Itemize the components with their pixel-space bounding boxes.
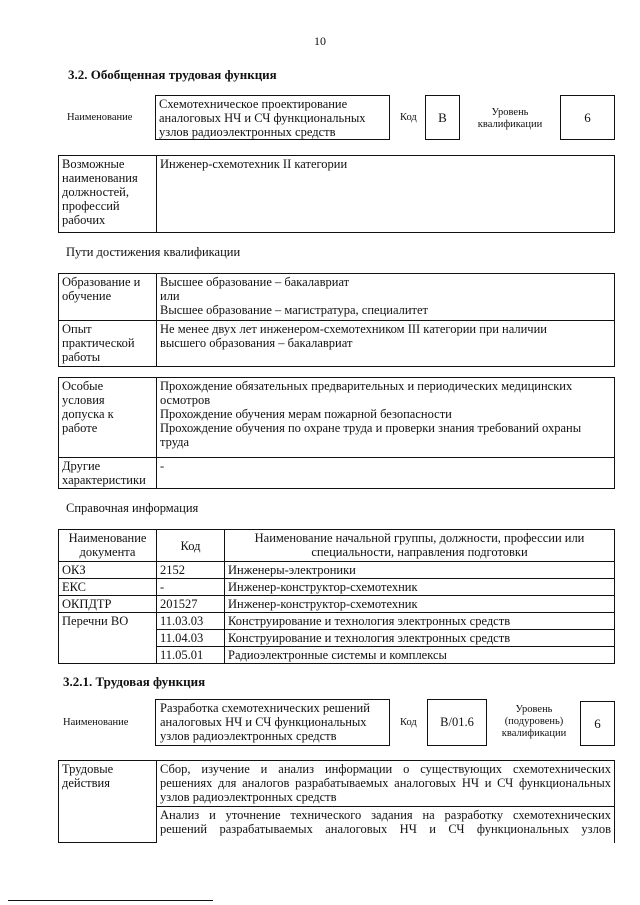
ref-row-code: 11.03.03 — [157, 613, 225, 630]
condition-line: труда — [160, 435, 190, 449]
ref-row-name: Конструирование и технология электронных средств — [225, 613, 615, 630]
label-line: профессий — [62, 199, 120, 213]
experience-line: Не менее двух лет инженером-схемотехником III категории при наличии — [160, 322, 547, 336]
education-table — [58, 273, 615, 367]
ref-row-name: Радиоэлектронные системы и комплексы — [225, 647, 615, 664]
footnote-rule — [8, 900, 213, 901]
code-label: Код — [400, 112, 417, 123]
name-label: Наименование — [67, 112, 133, 123]
labor-actions-label — [59, 761, 157, 843]
level-label-line: (подуровень) — [504, 716, 564, 727]
label-line: работе — [62, 421, 98, 435]
level-label-line: Уровень — [515, 704, 553, 715]
positions-value: Инженер-схемотехник II категории — [157, 156, 615, 233]
condition-line: осмотров — [160, 393, 211, 407]
ref-row-document: Перечни ВО — [59, 613, 157, 664]
labor-function-name-line: Разработка схемотехнических решений — [160, 701, 370, 715]
level-label — [495, 704, 573, 740]
ref-row-name: Инженеры-электроники — [225, 562, 615, 579]
function-code: B — [425, 95, 460, 140]
labor-function-name-line: аналоговых НЧ и СЧ функциональных — [160, 715, 367, 729]
name-label: Наименование — [63, 717, 129, 728]
positions-label — [59, 156, 157, 233]
labor-action-1 — [157, 761, 615, 807]
labor-qualification-level: 6 — [580, 701, 615, 746]
label-line: Трудовые — [62, 762, 114, 776]
ref-header-code: Код — [157, 530, 225, 562]
ref-row-name: Инженер-конструктор-схемотехник — [225, 579, 615, 596]
education-line: Высшее образование – бакалавриат — [160, 275, 350, 289]
education-line: Высшее образование – магистратура, специалитет — [160, 303, 429, 317]
ref-row-document: ОКПДТР — [59, 596, 157, 613]
ref-row-name: Конструирование и технология электронных средств — [225, 630, 615, 647]
label-line: допуска к — [62, 407, 114, 421]
header-line: специальности, направления подготовки — [311, 545, 528, 559]
other-characteristics-value: - — [157, 458, 615, 489]
function-name-line: узлов радиоэлектронных средств — [159, 125, 336, 139]
condition-line: Прохождение обучения по охране труда и проверки знания требований охраны — [160, 421, 582, 435]
function-name-line: Схемотехническое проектирование — [159, 97, 348, 111]
condition-line: Прохождение обучения мерам пожарной безопасности — [160, 407, 452, 421]
label-line: Другие — [62, 459, 101, 473]
label-line: должностей, — [62, 185, 129, 199]
generalized-function-heading: 3.2. Обобщенная трудовая функция — [68, 67, 277, 82]
reference-table — [58, 529, 615, 664]
ref-row-code: - — [157, 579, 225, 596]
ref-header-name — [225, 530, 615, 562]
education-line: или — [160, 289, 180, 303]
special-conditions-value — [157, 378, 615, 458]
action-line: Сбор, изучение и анализ информации о существующих схемотехнических — [160, 762, 611, 776]
header-line: документа — [79, 545, 136, 559]
experience-line: высшего образования – бакалавриат — [160, 336, 353, 350]
label-line: характеристики — [62, 473, 146, 487]
experience-label — [59, 321, 157, 367]
action-line: решений разрабатываемых аналоговых НЧ и СЧ функциональных узлов — [160, 822, 611, 836]
level-label-line: квалификации — [501, 728, 567, 739]
ref-row-name: Инженер-конструктор-схемотехник — [225, 596, 615, 613]
level-label-line: квалификации — [477, 119, 543, 130]
labor-actions-table — [58, 760, 615, 843]
label-line: действия — [62, 776, 110, 790]
header-line: Наименование начальной группы, должности, профессии или — [254, 531, 585, 545]
conditions-table — [58, 377, 615, 489]
labor-function-name-box — [155, 699, 390, 746]
label-line: работы — [62, 350, 101, 364]
labor-function-heading: 3.2.1. Трудовая функция — [63, 674, 206, 689]
labor-action-2 — [157, 807, 615, 843]
label-line: практической — [62, 336, 135, 350]
ref-row-document: ОКЗ — [59, 562, 157, 579]
experience-value — [157, 321, 615, 367]
action-line: узлов радиоэлектронных средств — [160, 790, 337, 804]
label-line: Образование и — [62, 275, 141, 289]
labor-function-name-line: узлов радиоэлектронных средств — [160, 729, 337, 743]
education-value — [157, 274, 615, 321]
special-conditions-label — [59, 378, 157, 458]
other-characteristics-label — [59, 458, 157, 489]
education-label — [59, 274, 157, 321]
page-number: 10 — [314, 34, 326, 48]
label-line: Опыт — [62, 322, 92, 336]
paths-heading: Пути достижения квалификации — [66, 245, 241, 259]
function-name-box — [155, 95, 390, 140]
label-line: Особые — [62, 379, 104, 393]
qualification-level: 6 — [560, 95, 615, 140]
level-label — [465, 107, 555, 131]
label-line: Возможные — [62, 157, 125, 171]
label-line: условия — [62, 393, 105, 407]
ref-row-document: ЕКС — [59, 579, 157, 596]
label-line: рабочих — [62, 213, 106, 227]
condition-line: Прохождение обязательных предварительных и периодических медицинских — [160, 379, 573, 393]
label-line: обучение — [62, 289, 112, 303]
function-name-line: аналоговых НЧ и СЧ функциональных — [159, 111, 366, 125]
label-line: наименования — [62, 171, 138, 185]
action-line: Анализ и уточнение технического задания на разработку схемотехнических — [160, 808, 611, 822]
header-line: Наименование — [68, 531, 147, 545]
ref-row-code: 11.04.03 — [157, 630, 225, 647]
ref-header-document — [59, 530, 157, 562]
reference-heading: Справочная информация — [66, 501, 199, 515]
action-line: решениях для аналогов разрабатываемых аналоговых НЧ и СЧ функциональных — [160, 776, 611, 790]
ref-row-code: 2152 — [157, 562, 225, 579]
ref-row-code: 201527 — [157, 596, 225, 613]
positions-table — [58, 155, 615, 233]
code-label: Код — [400, 717, 417, 728]
labor-function-code: B/01.6 — [427, 699, 487, 746]
ref-row-code: 11.05.01 — [157, 647, 225, 664]
level-label-line: Уровень — [491, 107, 529, 118]
